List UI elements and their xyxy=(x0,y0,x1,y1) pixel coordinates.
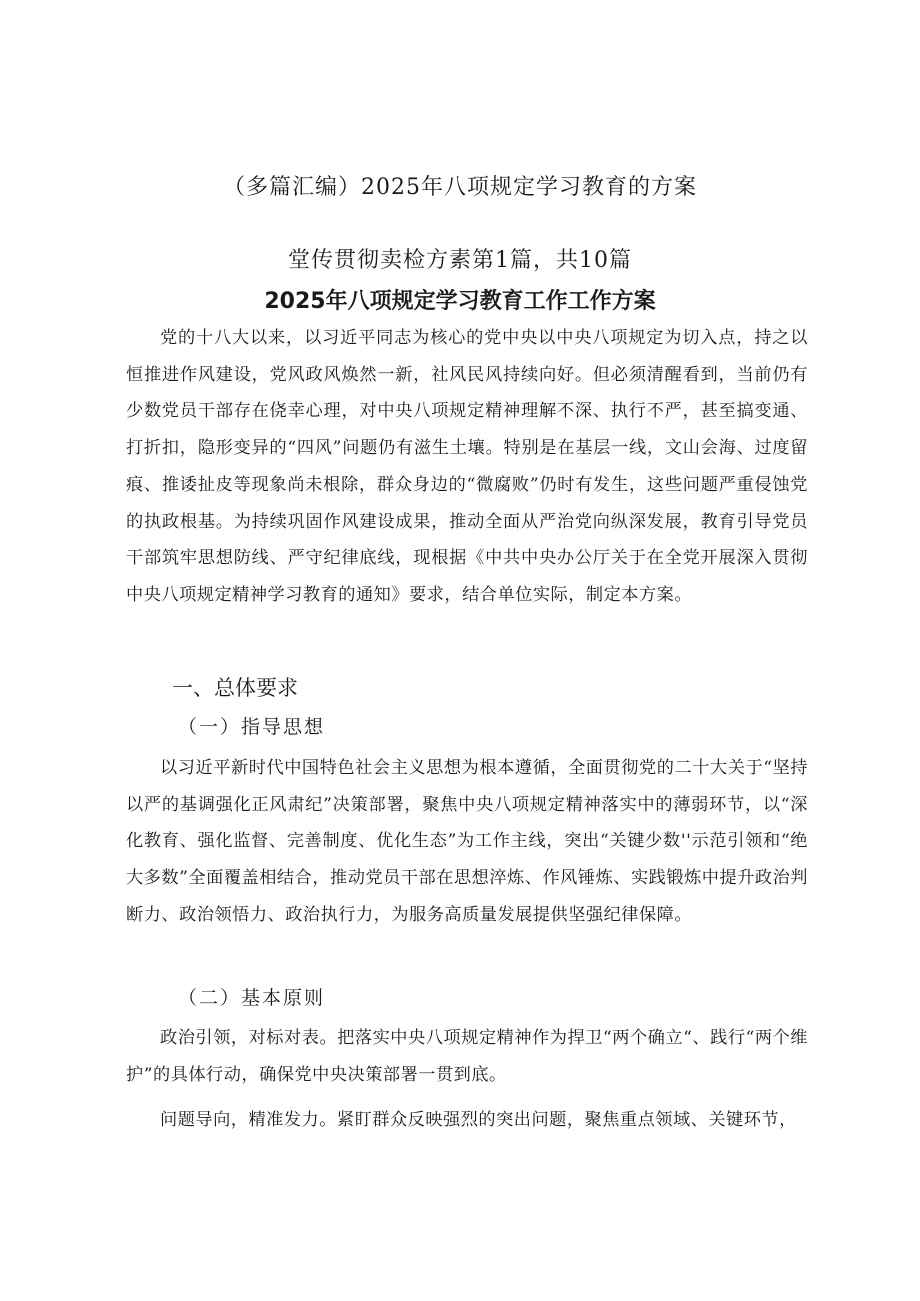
intro-section xyxy=(126,320,808,614)
principle2-section xyxy=(126,1102,808,1139)
guiding-thought-paragraph: 以习近平新时代中国特色社会主义思想为根本遵循，全面贯彻党的二十大关于“坚持以严的基调强化正风肃纪”决策部署，聚焦中央八项规定精神落实中的薄弱环节，以“深化教育、强化监督、完善制度、优化生态”为工作主线，突出“关键少数''示范引领和“绝大多数”全面覆盖相结合，推动党员干部在思想淬炼、作风锤炼、实践锻炼中提升政治判断力、政治领悟力、政治执行力，为服务高质量发展提供坚强纪律保障。 xyxy=(126,758,808,925)
intro-paragraph: 党的十八大以来，以习近平同志为核心的党中央以中央八项规定为切入点，持之以恒推进作风建设，党风政风焕然一新，社风民风持续向好。但必须清醒看到，当前仍有少数党员干部存在侥幸心理，对中央八项规定精神理解不深、执行不严，甚至搞变通、打折扣，隐形变异的“四风”问题仍有滋生土壤。特别是在基层一线，文山会海、过度留痕、推诿扯皮等现象尚未根除，群众身边的“微腐败”仍时有发生，这些问题严重侵蚀党的执政根基。为持续巩固作风建设成果，推动全面从严治党向纵深发展，教育引导党员干部筑牢思想防线、严守纪律底线，现根据《中共中央办公厅关于在全党开展深入贯彻中央八项规定精神学习教育的通知》要求，结合单位实际，制定本方案。 xyxy=(126,328,808,605)
doc-title: 2025年八项规定学习教育工作工作方案 xyxy=(264,289,656,314)
principle2-paragraph: 问题导向，精准发力。紧盯群众反映强烈的突出问题，聚焦重点领域、关键环节， xyxy=(160,1110,797,1130)
subsection2-heading: （二）基本原则 xyxy=(178,987,326,1009)
principle1-paragraph: 政治引领，对标对表。把落实中央八项规定精神作为捍卫“两个确立“、践行“两个维护”的具体行动，确保党中央决策部署一贯到底。 xyxy=(126,1028,808,1085)
sub-title: 堂传贯彻卖检方素第1篇，共10篇 xyxy=(288,248,632,273)
guiding-thought-section xyxy=(126,750,808,934)
section1-heading: 一、总体要求 xyxy=(172,676,298,700)
principle1-section xyxy=(126,1020,808,1093)
main-title: （多篇汇编）2025年八项规定学习教育的方案 xyxy=(223,175,697,200)
subsection1-heading: （一）指导思想 xyxy=(178,716,326,738)
